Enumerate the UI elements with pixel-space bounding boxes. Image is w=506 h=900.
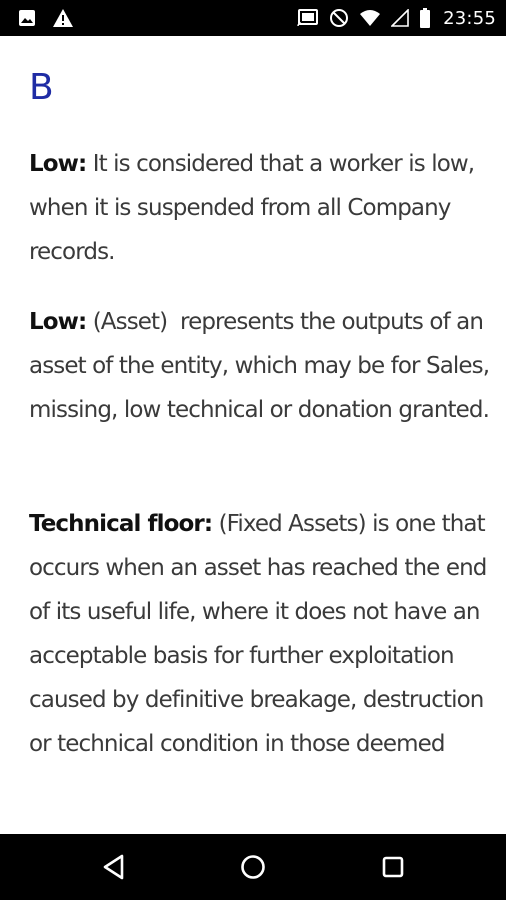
status-bar: [0, 0, 506, 36]
back-button[interactable]: [94, 847, 134, 887]
warning-icon: [52, 8, 74, 28]
recents-icon: [381, 855, 405, 879]
cast-icon: [297, 9, 319, 27]
recents-button[interactable]: [373, 847, 413, 887]
glossary-entry: [29, 142, 491, 274]
glossary-term: Low:: [29, 309, 87, 335]
home-button[interactable]: [233, 847, 273, 887]
glossary-entry: [29, 502, 491, 766]
glossary-term: Technical floor:: [29, 511, 213, 537]
home-icon: [240, 854, 266, 880]
do-not-disturb-icon: [329, 8, 349, 28]
wifi-icon: [359, 9, 381, 27]
back-icon: [102, 854, 126, 880]
status-bar-notifications: [18, 8, 74, 28]
navigation-bar: [0, 834, 506, 900]
glossary-term: Low:: [29, 151, 87, 177]
glossary-entry: [29, 300, 496, 432]
status-bar-system: [297, 6, 496, 30]
signal-icon: [391, 9, 409, 27]
glossary-letter-heading: B: [29, 67, 54, 108]
glossary-content[interactable]: [0, 36, 506, 834]
glossary-definition: (Asset) represents the outputs of an asset of the entity, which may be for Sales, missing, low technical or donation granted.: [29, 309, 496, 423]
glossary-definition: (Fixed Assets) is one that occurs when an asset has reached the end of its useful life, where it does not have an acceptable basis for further exploitation caused by definitive breakage, destruction or technical condition in those deemed: [29, 511, 487, 757]
battery-icon: [419, 8, 431, 28]
image-icon: [18, 9, 36, 27]
status-bar-time: 23:55: [443, 7, 496, 29]
glossary-definition: It is considered that a worker is low, when it is suspended from all Company records.: [29, 151, 475, 265]
